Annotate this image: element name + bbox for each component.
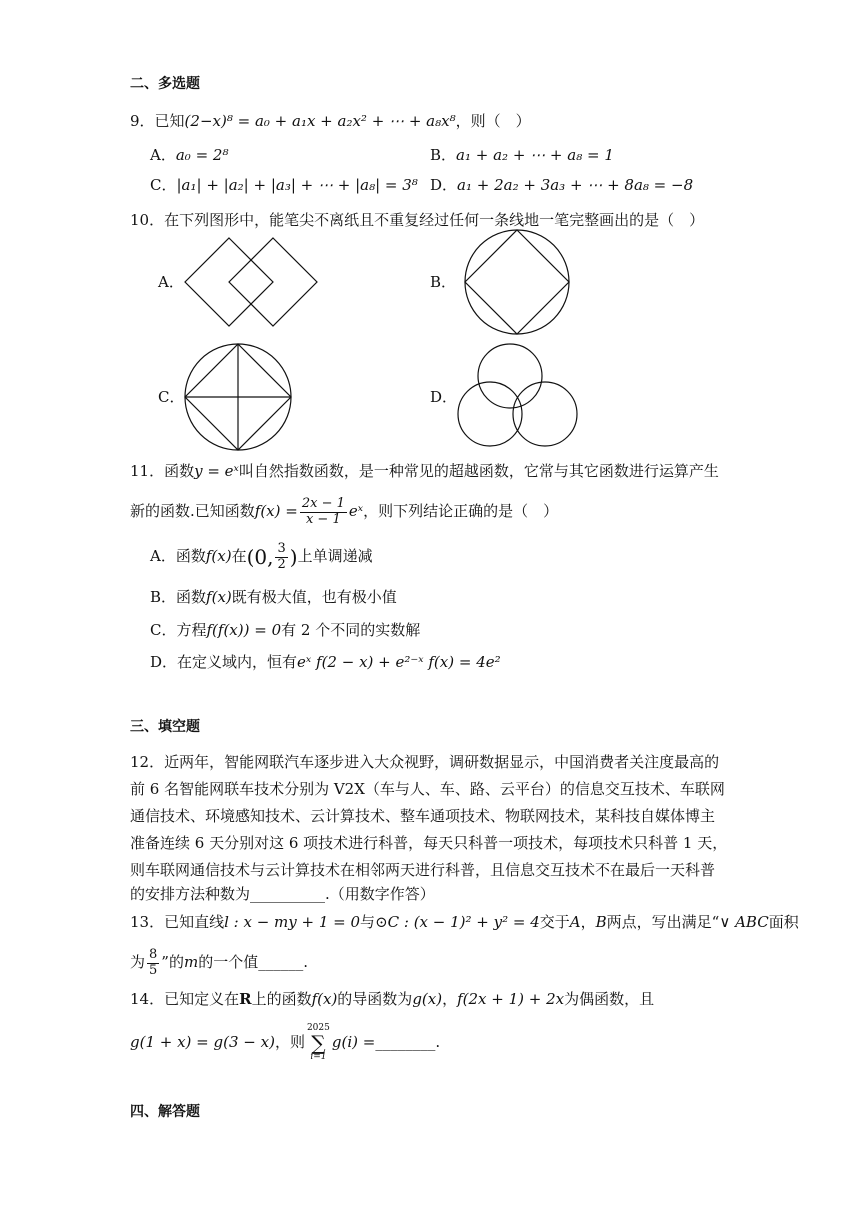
numerator: 8: [149, 946, 158, 962]
q11-option-d[interactable]: [150, 653, 501, 671]
figure-three-overlapping-circles: [457, 343, 579, 451]
text: ，则下列结论正确的是（ ）: [363, 502, 559, 520]
interval-right: ): [289, 545, 298, 569]
option-label: B．: [150, 588, 177, 606]
q10-option-a-label[interactable]: A．: [158, 273, 184, 291]
expression: ⊙C : (x − 1)² + y² = 4: [375, 913, 540, 931]
text: 上的函数: [251, 990, 312, 1008]
option-expression: a₁ + 2a₂ + 3a₃ + ⋯ + 8a₈ = −8: [457, 176, 694, 194]
expression: g(1 + x) = g(3 − x): [130, 1033, 275, 1051]
expression: f(f(x)) = 0: [206, 621, 282, 639]
text: 11．函数: [130, 462, 195, 480]
q11-option-b[interactable]: [150, 588, 397, 606]
section-heading-fill-blank: 三、填空题: [130, 719, 200, 735]
numerator: 3: [277, 540, 286, 556]
q10-option-c-label[interactable]: C．: [158, 388, 185, 406]
q10-option-d-label[interactable]: D．: [430, 388, 458, 406]
option-expression: a₀ = 2⁸: [175, 146, 229, 164]
q12-line: 前 6 名智能网联车技术分别为 V2X（车与人、车、路、云平台）的信息交互技术、车联网: [130, 780, 725, 798]
q13-line-2: [130, 942, 308, 982]
function-name: f(x) =: [254, 502, 298, 520]
point-label: A: [569, 913, 581, 931]
q9-stem-prefix: 9．已知: [130, 112, 185, 130]
option-label: D．: [430, 176, 458, 194]
figure-square-cross-in-circle: [183, 343, 293, 451]
fraction: [275, 542, 287, 573]
text: 叫自然指数函数，是一种常见的超越函数，它常与其它函数进行运算产生: [238, 462, 719, 480]
expression: eˣ f(2 − x) + e²⁻ˣ f(x) = 4e²: [297, 653, 501, 671]
q9-option-a[interactable]: [150, 146, 228, 164]
option-expression: a₁ + a₂ + ⋯ + a₈ = 1: [456, 146, 614, 164]
option-label: C．: [150, 176, 177, 194]
text: 函数: [175, 547, 206, 565]
denominator: 2: [277, 556, 286, 572]
option-label: C．: [150, 621, 177, 639]
text: 为: [130, 953, 146, 971]
text: ，则: [274, 1033, 305, 1051]
text: 在定义域内，恒有: [177, 653, 298, 671]
text: 为偶函数，且: [564, 990, 655, 1008]
q9-option-c[interactable]: [150, 176, 418, 194]
sum-lower: i=1: [310, 1052, 327, 1062]
text: 上单调递减: [297, 547, 373, 565]
text: 交于: [539, 913, 570, 931]
expression: f(2x + 1) + 2x: [457, 990, 565, 1008]
sigma-symbol: ∑: [311, 1031, 326, 1055]
denominator: x − 1: [305, 511, 341, 527]
text: 函数: [176, 588, 207, 606]
q14-line-1: [130, 990, 654, 1008]
section-heading-multi-choice: 二、多选题: [130, 76, 200, 92]
real-set-symbol: R: [239, 990, 252, 1008]
q10-option-b-label[interactable]: B．: [430, 273, 457, 291]
q11-line-2: [130, 492, 558, 530]
text: 方程: [176, 621, 207, 639]
q9-expression: (2−x)⁸ = a₀ + a₁x + a₂x² + ⋯ + a₈x⁸: [184, 112, 456, 130]
summation: [307, 1024, 330, 1062]
expression: eˣ: [348, 502, 364, 520]
text: 的导函数为: [337, 990, 413, 1008]
figure-square-in-circle: [455, 230, 580, 335]
q11-option-a[interactable]: [150, 536, 373, 576]
expression: f(x): [205, 547, 232, 565]
expression: ∨ ABC: [719, 913, 769, 931]
q9-option-d[interactable]: [430, 176, 693, 194]
q14-line-2: [130, 1020, 440, 1064]
option-label: B．: [430, 146, 457, 164]
text: 与: [360, 913, 376, 931]
text: 14．已知定义在: [130, 990, 240, 1008]
q10-stem: 10．在下列图形中，能笔尖不离纸且不重复经过任何一条线地一笔完整画出的是（ ）: [130, 211, 705, 229]
text: 的一个值______.: [198, 953, 308, 971]
text: ”的: [161, 953, 184, 971]
expression: y = eˣ: [194, 462, 239, 480]
q11-option-c[interactable]: [150, 621, 420, 639]
figure-two-overlapping-diamonds: [185, 236, 320, 328]
q12-line: 12．近两年，智能网联汽车逐步进入大众视野，调研数据显示，中国消费者关注度最高的: [130, 753, 720, 771]
answer-blank: ________.: [375, 1033, 441, 1051]
text: 13．已知直线: [130, 913, 225, 931]
q12-line: 准备连续 6 天分别对这 6 项技术进行科普，每天只科普一项技术，每项技术只科普 1 天，: [130, 834, 728, 852]
option-expression: |a₁| + |a₂| + |a₃| + ⋯ + |a₈| = 3⁸: [176, 176, 418, 194]
variable: m: [183, 953, 199, 971]
q12-line: 通信技术、环境感知技术、云计算技术、整车通项技术、物联网技术，某科技自媒体博主: [130, 807, 716, 825]
text: ，: [580, 913, 596, 931]
point-label: B: [595, 913, 607, 931]
q12-line: 的安排方法种数为__________.（用数字作答）: [130, 885, 435, 903]
expression: l : x − my + 1 = 0: [224, 913, 361, 931]
numerator: 2x − 1: [301, 495, 345, 511]
expression: f(x): [206, 588, 232, 606]
expression: g(i) =: [331, 1033, 376, 1051]
fraction: [147, 948, 159, 979]
expression: f(x): [311, 990, 338, 1008]
text: 既有极大值，也有极小值: [231, 588, 397, 606]
q9-option-b[interactable]: [430, 146, 614, 164]
q9-stem: [130, 112, 531, 130]
denominator: 5: [149, 962, 158, 978]
section-heading-answer: 四、解答题: [130, 1104, 200, 1120]
q12-line: 则车联网通信技术与云计算技术在相邻两天进行科普，且信息交互技术不在最后一天科普: [130, 861, 716, 879]
q11-line-1: [130, 462, 719, 480]
option-label: A．: [150, 547, 176, 565]
text: 新的函数.已知函数: [130, 502, 255, 520]
text: ，: [442, 990, 458, 1008]
q9-stem-suffix: ，则（ ）: [455, 112, 531, 130]
text: 两点，写出满足“: [606, 913, 720, 931]
option-label: A．: [150, 146, 176, 164]
text: 有 2 个不同的实数解: [281, 621, 421, 639]
fraction: [300, 497, 347, 528]
q13-line-1: [130, 913, 799, 931]
text: 在: [231, 547, 247, 565]
expression: g(x): [412, 990, 443, 1008]
option-label: D．: [150, 653, 178, 671]
sum-upper: 2025: [306, 1023, 330, 1033]
text: 面积: [768, 913, 799, 931]
interval-left: (0,: [246, 545, 274, 569]
